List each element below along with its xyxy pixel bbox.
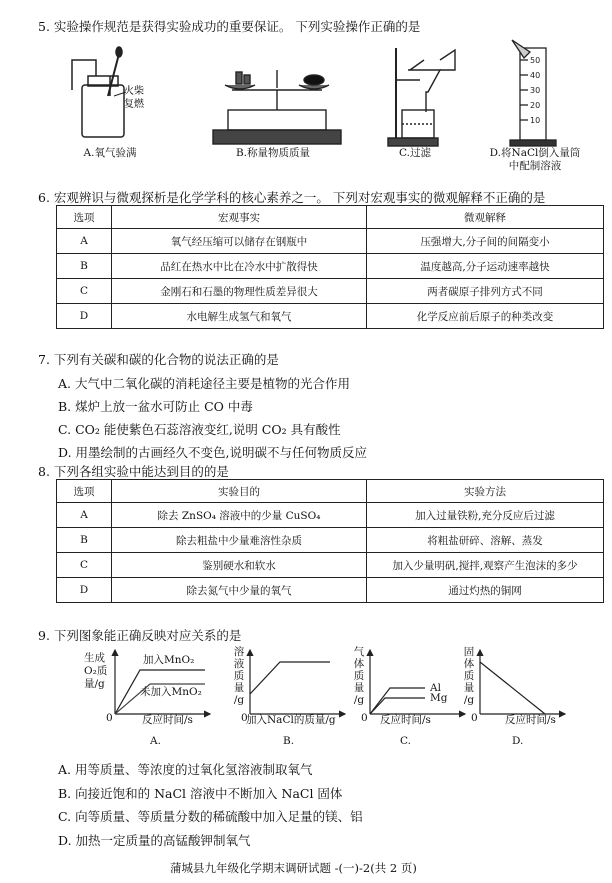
cell: B [57, 254, 112, 279]
cell: 水电解生成氢气和氧气 [112, 304, 367, 329]
ylabel-line: 体 [353, 658, 365, 670]
q9-option-d: D. 加热一定质量的高锰酸钾制氧气 [58, 833, 251, 848]
question-5-stem: 5. 实验操作规范是获得实验成功的重要保证。 下列实验操作正确的是 [38, 19, 421, 34]
question-9-stem: 9. 下列图象能正确反映对应关系的是 [38, 628, 242, 643]
header-cell: 实验目的 [112, 480, 367, 503]
q5-option-c: C.过滤 [399, 147, 431, 159]
graph-d-letter: D. [512, 735, 524, 747]
table-header-row [57, 480, 604, 503]
graph-a-ylabel [84, 652, 118, 691]
graph-b-origin: 0 [241, 712, 248, 724]
cell: 两者碳原子排列方式不同 [367, 279, 604, 304]
cell: 鉴别硬水和软水 [112, 553, 367, 578]
ylabel-line: /g [463, 694, 475, 706]
ylabel-line: O₂质 [84, 665, 108, 677]
cell: A [57, 503, 112, 528]
q7-option-c: C. CO₂ 能使紫色石蕊溶液变红,说明 CO₂ 具有酸性 [58, 422, 341, 437]
svg-text:20: 20 [530, 101, 541, 110]
table-row [57, 553, 604, 578]
table-row [57, 229, 604, 254]
header-cell: 选项 [57, 206, 112, 229]
graph-c-letter: C. [400, 735, 411, 747]
balance-icon [213, 70, 341, 144]
graph-d-xlabel: 反应时间/s [505, 714, 556, 726]
q5-option-b: B.称量物质质量 [235, 147, 311, 159]
header-cell: 实验方法 [367, 480, 604, 503]
graph-d-origin: 0 [471, 712, 478, 724]
cell: 压强增大,分子间的间隔变小 [367, 229, 604, 254]
q5-option-d-line2: 中配制溶液 [508, 160, 562, 172]
graph-c-origin: 0 [361, 712, 368, 724]
relight-label: 复燃 [124, 99, 144, 110]
q8-table [56, 479, 604, 603]
q7-option-d: D. 用墨绘制的古画经久不变色,说明碳不与任何物质反应 [58, 445, 367, 460]
cell: 除去粗盐中少量难溶性杂质 [112, 528, 367, 553]
cell: 加入过量铁粉,充分反应后过滤 [367, 503, 604, 528]
cell: 氧气经压缩可以储存在钢瓶中 [112, 229, 367, 254]
table-row [57, 254, 604, 279]
svg-text:10: 10 [530, 116, 541, 125]
ylabel-line: 生成 [84, 652, 105, 664]
match-label: 火柴 [124, 86, 144, 97]
table-row [57, 279, 604, 304]
ylabel-line: /g [233, 694, 245, 706]
q7-option-b: B. 煤炉上放一盆水可防止 CO 中毒 [58, 399, 253, 414]
ylabel-line: 质 [463, 670, 475, 682]
oxygen-bottle-icon [72, 47, 124, 137]
graph-a-line1-label: 加入MnO₂ [143, 654, 195, 666]
cell: C [57, 279, 112, 304]
ylabel-line: 质 [353, 670, 365, 682]
header-cell: 选项 [57, 480, 112, 503]
graph-a-letter: A. [150, 735, 161, 747]
ylabel-line: 固 [463, 646, 475, 658]
svg-text:50: 50 [530, 56, 541, 65]
header-cell: 微观解释 [367, 206, 604, 229]
ylabel-line: 量 [233, 682, 245, 694]
ylabel-line: 量/g [84, 678, 105, 690]
cell: 除去 ZnSO₄ 溶液中的少量 CuSO₄ [112, 503, 367, 528]
svg-text:30: 30 [530, 86, 541, 95]
cell: 金刚石和石墨的物理性质差异很大 [112, 279, 367, 304]
filtration-icon [388, 48, 455, 146]
graph-b-letter: B. [283, 735, 295, 747]
cell: A [57, 229, 112, 254]
cell: 加入少量明矾,搅拌,观察产生泡沫的多少 [367, 553, 604, 578]
graph-b-ylabel [232, 646, 246, 706]
ylabel-line: 溶 [233, 646, 245, 658]
q7-option-a: A. 大气中二氧化碳的消耗途径主要是植物的光合作用 [58, 376, 350, 391]
cell: 除去氮气中少量的氧气 [112, 578, 367, 603]
table-row [57, 304, 604, 329]
graph-a-origin: 0 [106, 712, 113, 724]
cell: D [57, 304, 112, 329]
q9-option-c: C. 向等质量、等质量分数的稀硫酸中加入足量的镁、铝 [58, 809, 363, 824]
ylabel-line: 液 [233, 658, 245, 670]
ylabel-line: 体 [463, 658, 475, 670]
ylabel-line: 量 [353, 682, 365, 694]
q6-table [56, 205, 604, 329]
q9-option-b: B. 向接近饱和的 NaCl 溶液中不断加入 NaCl 固体 [58, 786, 343, 801]
cell: 通过灼热的铜网 [367, 578, 604, 603]
cell: D [57, 578, 112, 603]
cell: C [57, 553, 112, 578]
graph-b-xlabel: 加入NaCl的质量/g [246, 714, 336, 726]
ylabel-line: 量 [463, 682, 475, 694]
q5-option-a: A.氧气验满 [83, 147, 137, 159]
cell: 将粗盐研碎、溶解、蒸发 [367, 528, 604, 553]
question-6-stem: 6. 宏观辨识与微观探析是化学学科的核心素养之一。 下列对宏观事实的微观解释不正确的是 [38, 190, 546, 205]
q5-option-d: D.将NaCl倒入量筒 [489, 147, 581, 159]
ylabel-line: 质 [233, 670, 245, 682]
table-row [57, 578, 604, 603]
cell: 品红在热水中比在冷水中扩散得快 [112, 254, 367, 279]
cell: 化学反应前后原子的种类改变 [367, 304, 604, 329]
graph-c-al-label: Al [430, 682, 441, 694]
graph-c-mg-label: Mg [430, 692, 448, 704]
table-row [57, 503, 604, 528]
q9-option-a: A. 用等质量、等浓度的过氧化氢溶液制取氧气 [58, 762, 313, 777]
graph-a-xlabel: 反应时间/s [142, 714, 193, 726]
page-footer: 蒲城县九年级化学期末调研试题 -(一)-2(共 2 页) [170, 861, 417, 875]
cell: B [57, 528, 112, 553]
table-header-row [57, 206, 604, 229]
svg-text:40: 40 [530, 71, 541, 80]
graph-c-xlabel: 反应时间/s [380, 714, 431, 726]
cell: 温度越高,分子运动速率越快 [367, 254, 604, 279]
table-row [57, 528, 604, 553]
ylabel-line: /g [353, 694, 365, 706]
graph-d-ylabel [462, 646, 476, 706]
header-cell: 宏观事实 [112, 206, 367, 229]
question-7-stem: 7. 下列有关碳和碳的化合物的说法正确的是 [38, 352, 279, 367]
question-8-stem: 8. 下列各组实验中能达到目的的是 [38, 464, 229, 479]
graph-a-line2-label: 未加入MnO₂ [140, 686, 202, 698]
ylabel-line: 气 [353, 646, 365, 658]
graph-c-ylabel [352, 646, 366, 706]
